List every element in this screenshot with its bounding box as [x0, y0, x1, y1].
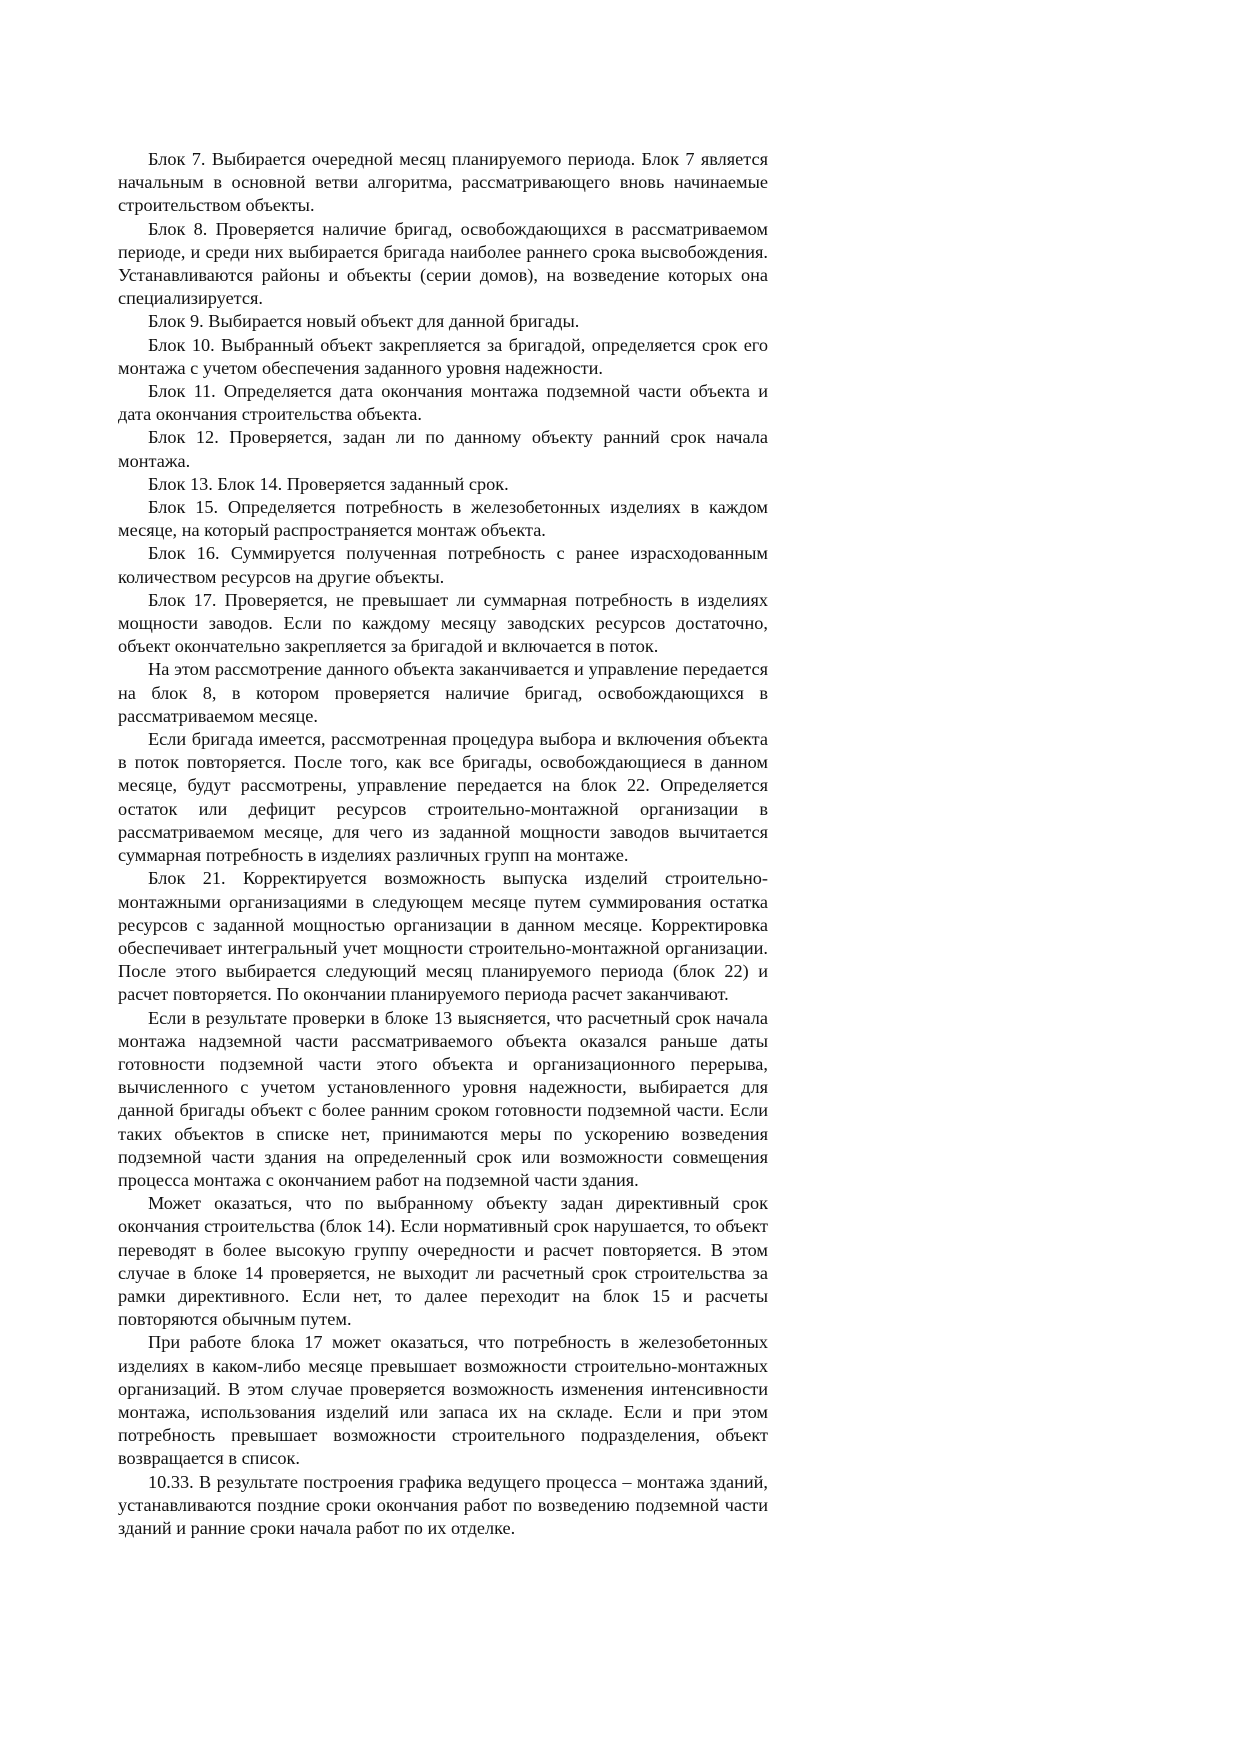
paragraph-block-17-overflow: При работе блока 17 может оказаться, что потребность в железобетонных изделиях в каком-либо месяце превышает возможности строительно-монтажных организаций. В этом случае проверяется возможность изменения интенсивности монтажа, использования изделий или запаса их на складе. Если и при этом потребность превышает возможности строительного подразделения, объект возвращается в список.	[118, 1332, 768, 1469]
paragraph-block-13-check: Если в результате проверки в блоке 13 выясняется, что расчетный срок начала монтажа надземной части рассматриваемого объекта оказался раньше даты готовности подземной части этого объекта и организационного перерыва, вычисленного с учетом установленного уровня надежности, выбирается для данной бригады объект с более ранним сроком готовности подземной части. Если таких объектов в списке нет, принимаются меры по ускорению возведения подземной части здания на определенный срок или возможности совмещения процесса монтажа с окончанием работ на подземной части здания.	[118, 1007, 768, 1190]
paragraph-block-15: Блок 15. Определяется потребность в железобетонных изделиях в каждом месяце, на который распространяется монтаж объекта.	[118, 497, 768, 541]
paragraph-block-9: Блок 9. Выбирается новый объект для данной бригады.	[148, 311, 580, 332]
paragraph-block-10: Блок 10. Выбранный объект закрепляется за бригадой, определяется срок его монтажа с учетом обеспечения заданного уровня надежности.	[118, 334, 768, 378]
paragraph-block-21: Блок 21. Корректируется возможность выпуска изделий строительно-монтажными организациями в следующем месяце путем суммирования остатка ресурсов с заданной мощностью организации в данном месяце. Корректировка обеспечивает интегральный учет мощности строительно-монтажной организации. После этого выбирается следующий месяц планируемого периода (блок 22) и расчет повторяется. По окончании планируемого периода расчет заканчивают.	[118, 868, 768, 1005]
paragraph-block-13-14: Блок 13. Блок 14. Проверяется заданный срок.	[148, 473, 509, 494]
paragraph-block-11: Блок 11. Определяется дата окончания монтажа подземной части объекта и дата окончания строительства объекта.	[118, 381, 768, 425]
paragraph-block-8: Блок 8. Проверяется наличие бригад, освобождающихся в рассматриваемом периоде, и среди них выбирается бригада наиболее раннего срока высвобождения. Устанавливаются районы и объекты (серии домов), на возведение которых она специализируется.	[118, 218, 768, 309]
paragraph-block-17: Блок 17. Проверяется, не превышает ли суммарная потребность в изделиях мощности заводов. Если по каждому месяцу заводских ресурсов достаточно, объект окончательно закрепляется за бригадой и включается в поток.	[118, 589, 768, 657]
paragraph-control-to-block-8: На этом рассмотрение данного объекта заканчивается и управление передается на блок 8, в котором проверяется наличие бригад, освобождающихся в рассматриваемом месяце.	[118, 659, 768, 726]
paragraph-block-12: Блок 12. Проверяется, задан ли по данному объекту ранний срок начала монтажа.	[118, 427, 768, 471]
paragraph-block-7: Блок 7. Выбирается очередной месяц планируемого периода. Блок 7 является начальным в основной ветви алгоритма, рассматривающего вновь начинаемые строительством объекты.	[118, 149, 768, 216]
document-page	[118, 148, 768, 1540]
paragraph-directive-deadline: Может оказаться, что по выбранному объекту задан директивный срок окончания строительства (блок 14). Если нормативный срок нарушается, то объект переводят в более высокую группу очередности и расчет повторяется. В этом случае в блоке 14 проверяется, не выходит ли расчетный срок строительства за рамки директивного. Если нет, то далее переходит на блок 15 и расчеты повторяются обычным путем.	[118, 1193, 768, 1330]
paragraph-block-16: Блок 16. Суммируется полученная потребность с ранее израсходованным количеством ресурсов на другие объекты.	[118, 543, 768, 587]
paragraph-section-10-33: 10.33. В результате построения графика ведущего процесса – монтажа зданий, устанавливаются поздние сроки окончания работ по возведению подземной части зданий и ранние сроки начала работ по их отделке.	[118, 1471, 768, 1538]
paragraph-brigade-available: Если бригада имеется, рассмотренная процедура выбора и включения объекта в поток повторяется. После того, как все бригады, освобождающиеся в данном месяце, будут рассмотрены, управление передается на блок 22. Определяется остаток или дефицит ресурсов строительно-монтажной организации в рассматриваемом месяце, для чего из заданной мощности заводов вычитается суммарная потребность в изделиях различных групп на монтаже.	[118, 729, 768, 866]
